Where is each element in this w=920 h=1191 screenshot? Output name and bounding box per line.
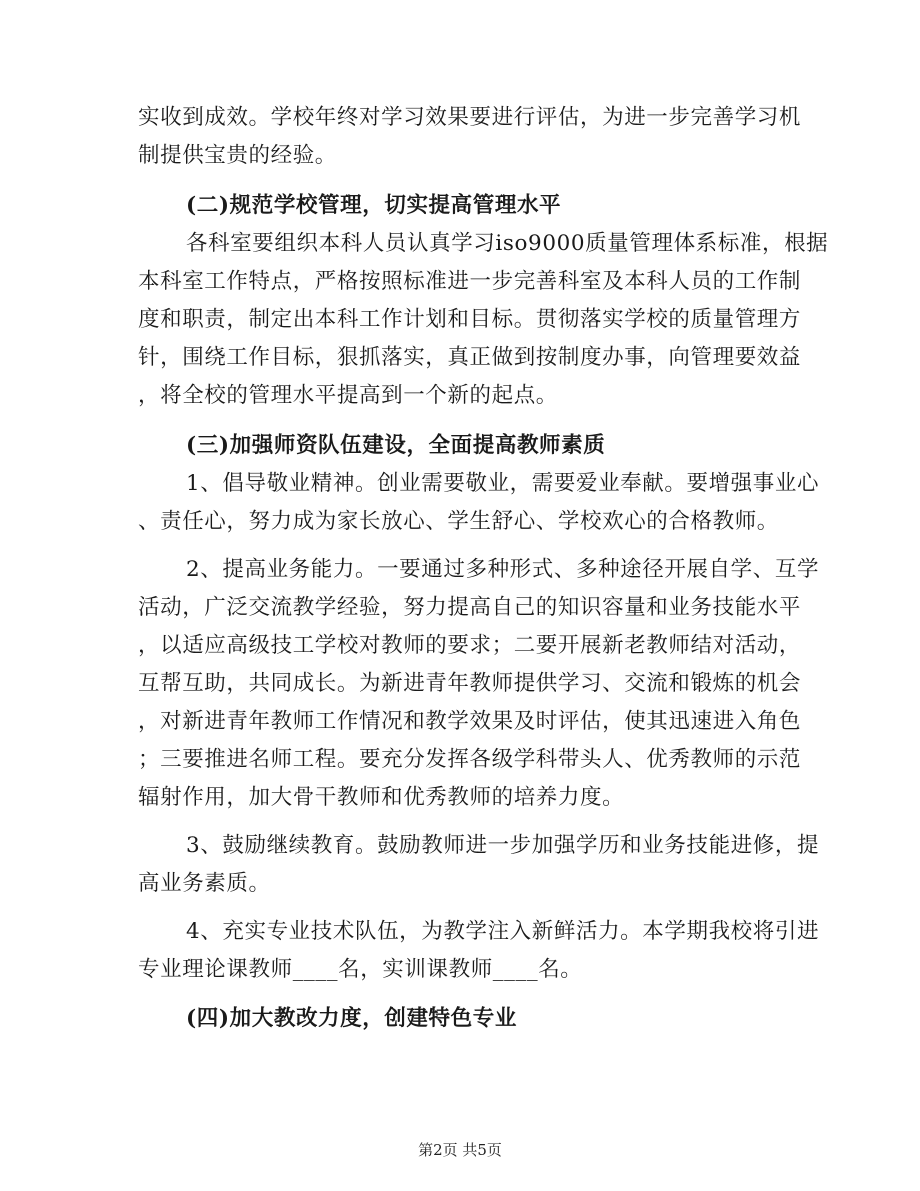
paragraph-line: 辐射作用，加大骨干教师和优秀教师的培养力度。 bbox=[138, 785, 625, 810]
section-heading: (三)加强师资队伍建设，全面提高教师素质 bbox=[186, 433, 606, 458]
paragraph-line: 度和职责，制定出本科工作计划和目标。贯彻落实学校的质量管理方 bbox=[138, 307, 802, 332]
paragraph-line: 专业理论课教师____名，实训课教师____名。 bbox=[138, 957, 583, 982]
page-number: 第2页 共5页 bbox=[418, 1141, 502, 1159]
section-heading: (四)加大教改力度，创建特色专业 bbox=[186, 1006, 517, 1031]
paragraph-line: ，将全校的管理水平提高到一个新的起点。 bbox=[138, 383, 558, 408]
paragraph-line: 互帮互助，共同成长。为新进青年教师提供学习、交流和锻炼的机会 bbox=[138, 671, 802, 696]
paragraph-line: 高业务素质。 bbox=[138, 871, 271, 896]
paragraph-line: ；三要推进名师工程。要充分发挥各级学科带头人、优秀教师的示范 bbox=[138, 747, 802, 772]
paragraph-line: 本科室工作特点，严格按照标准进一步完善科室及本科人员的工作制 bbox=[138, 269, 802, 294]
paragraph-line: 3、鼓励继续教育。鼓励教师进一步加强学历和业务技能进修，提 bbox=[186, 833, 820, 858]
paragraph-line: 活动，广泛交流教学经验，努力提高自己的知识容量和业务技能水平 bbox=[138, 595, 802, 620]
paragraph-line: 制提供宝贵的经验。 bbox=[138, 143, 337, 168]
paragraph-line: 1、倡导敬业精神。创业需要敬业，需要爱业奉献。要增强事业心 bbox=[186, 471, 820, 496]
paragraph-line: 2、提高业务能力。一要通过多种形式、多种途径开展自学、互学 bbox=[186, 557, 820, 582]
paragraph-line: ，以适应高级技工学校对教师的要求；二要开展新老教师结对活动， bbox=[138, 633, 802, 658]
paragraph-line: 4、充实专业技术队伍，为教学注入新鲜活力。本学期我校将引进 bbox=[186, 919, 820, 944]
paragraph-line: 实收到成效。学校年终对学习效果要进行评估，为进一步完善学习机 bbox=[138, 105, 802, 130]
paragraph-line: 针，围绕工作目标，狠抓落实，真正做到按制度办事，向管理要效益 bbox=[138, 345, 802, 370]
paragraph-line: ，对新进青年教师工作情况和教学效果及时评估，使其迅速进入角色 bbox=[138, 709, 802, 734]
paragraph-line: 各科室要组织本科人员认真学习iso9000质量管理体系标准，根据 bbox=[186, 231, 829, 256]
paragraph-line: 、责任心，努力成为家长放心、学生舒心、学校欢心的合格教师。 bbox=[138, 509, 779, 534]
section-heading: (二)规范学校管理，切实提高管理水平 bbox=[186, 193, 562, 218]
